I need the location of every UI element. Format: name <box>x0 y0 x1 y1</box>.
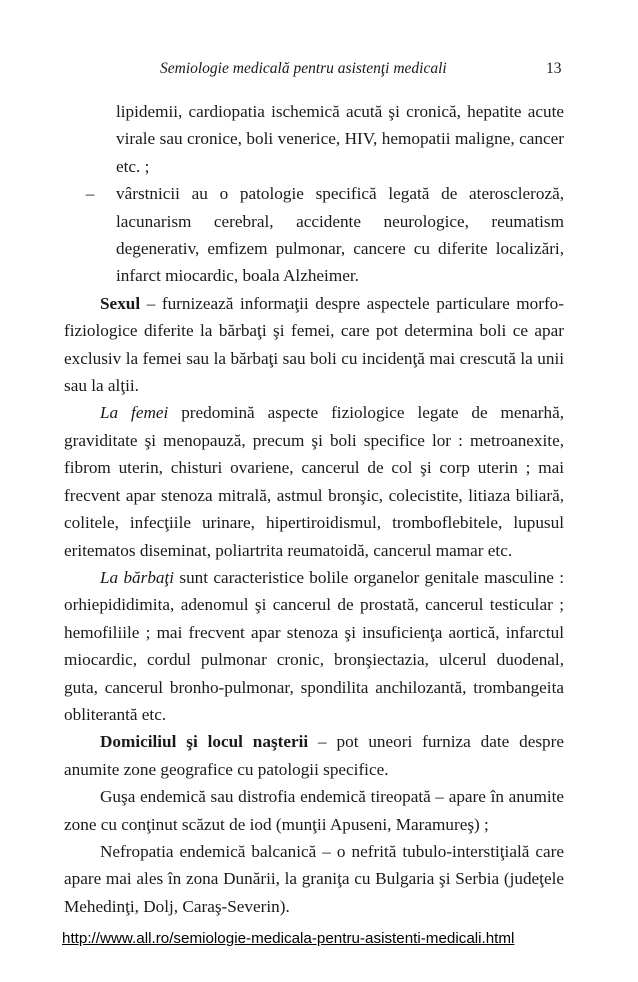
paragraph-text: predomină aspecte fiziologice legate de menarhă, graviditate şi menopauză, precum şi boli specifice lor : metroanexite, fibrom uterin, chisturi ovariene, cancerul de col şi corp uterin ; mai frecvent apar stenoza mitrală, astmul bronşic, colecistite, litiaza biliară, colitele, infecţiile urinare, hipertiroidismul, tromboflebitele, lupusul eritematos diseminat, poliartrita reumatoidă, cancerul mamar etc. <box>64 403 564 560</box>
paragraph-domicile <box>64 728 564 783</box>
source-link[interactable]: http://www.all.ro/semiologie-medicala-pentru-asistenti-medicali.html <box>62 930 515 947</box>
running-header <box>0 60 638 84</box>
book-title: Semiologie medicală pentru asistenţi medicali <box>160 60 447 77</box>
page-number: 13 <box>546 60 562 77</box>
dash-bullet: – <box>85 184 95 204</box>
page-body <box>64 98 564 920</box>
list-item-elderly: vârstnicii au o patologie specifică legată de ateroscleroză, lacunarism cerebral, accidente neurologice, reumatism degenerativ, emfizem pulmonar, cancere cu diferite localizări, infarct miocardic, boala Alzheimer. <box>116 184 564 286</box>
paragraph-men <box>64 564 564 728</box>
term-men: La bărbaţi <box>100 567 175 587</box>
term-domicile: Domiciliul şi locul naşterii <box>100 732 309 752</box>
list-item-continuation: lipidemii, cardiopatia ischemică acută şi cronică, hepatite acute virale sau cronice, boli venerice, HIV, hemopatii maligne, cancer etc. ; <box>116 102 564 176</box>
paragraph-text: – pot uneori furniza date despre anumite zone geografice cu patologii specifice. <box>64 732 564 779</box>
term-women: La femei <box>100 403 169 423</box>
list-item <box>64 98 564 180</box>
paragraph-text: – furnizează informaţii despre aspectele particulare morfo-fiziologice diferite la bărbaţi şi femei, care pot determina boli ce apar exclusiv la femei sau la bărbaţi sau boli cu incidenţă mai crescută la unii sau la alţii. <box>64 293 564 396</box>
term-sex: Sexul <box>100 293 141 313</box>
paragraph-sex <box>64 290 564 400</box>
paragraph-goiter: Guşa endemică sau distrofia endemică tireopată – apare în anumite zone cu conţinut scăzut de iod (munţii Apuseni, Maramureş) ; <box>64 787 564 834</box>
list-item <box>64 180 564 290</box>
paragraph-nephropathy: Nefropatia endemică balcanică – o nefrită tubulo-interstiţială care apare mai ales în zona Dunării, la graniţa cu Bulgaria şi Serbia (judeţele Mehedinţi, Dolj, Caraş-Severin). <box>64 841 564 916</box>
paragraph-women <box>64 399 564 563</box>
paragraph-text: sunt caracteristice bolile organelor genitale masculine : orhiepididimita, adenomul şi cancerul de prostată, cancerul testicular ; hemofiliile ; mai frecvent apar stenoza şi insuficienţa aortică, infarctul miocardic, cordul pulmonar cronic, bronşiectazia, ulcerul duodenal, guta, cancerul bronho-pulmonar, spondilita anchilozantă, trombangeita obliterantă etc. <box>64 567 564 724</box>
